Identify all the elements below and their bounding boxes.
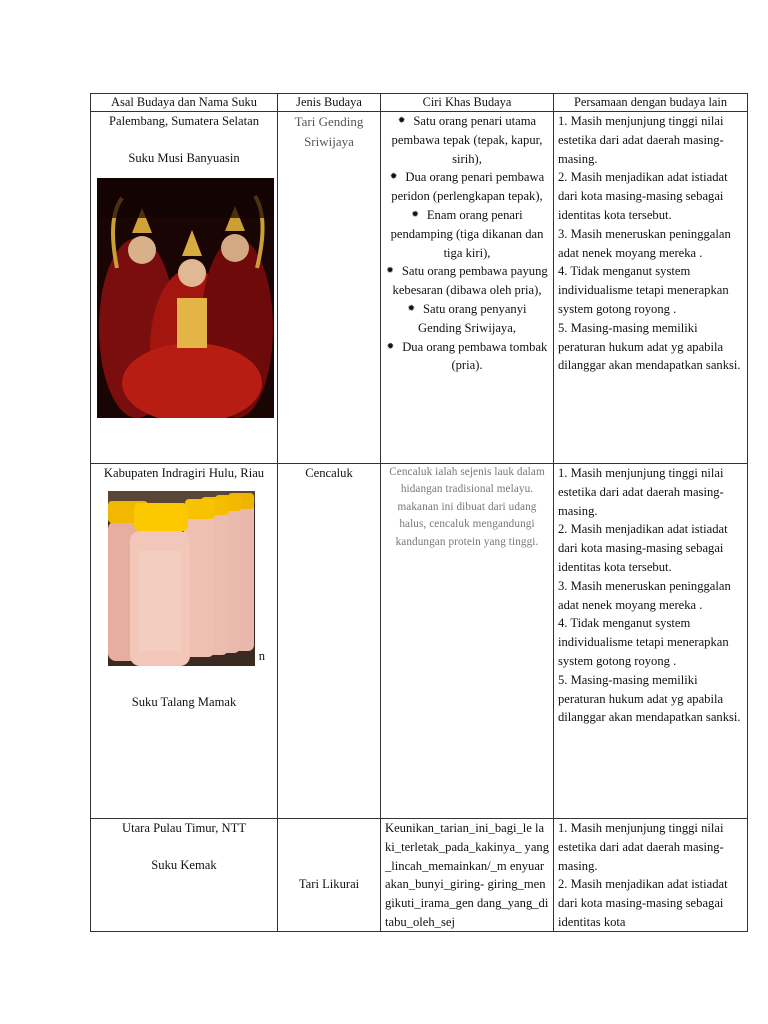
list-item: ✹ Dua orang pembawa tombak (pria). xyxy=(386,339,548,373)
list-item: 2. Masih menjadikan adat istiadat dari kota masing-masing sebagai identitas kota xyxy=(558,877,728,929)
origin-text: Utara Pulau Timur, NTT xyxy=(121,821,247,835)
list-item: ✹ Satu orang pembawa payung kebesaran (dibawa oleh pria), xyxy=(386,264,548,298)
table-row xyxy=(91,112,748,464)
list-item: ✹ Enam orang penari pendamping (tiga dikanan dan tiga kiri), xyxy=(390,207,544,260)
persamaan-cell xyxy=(554,464,748,819)
star-bullet-icon: ✹ xyxy=(386,340,395,351)
jenis-cell: Tari Gending Sriwijaya xyxy=(278,112,381,464)
table-row xyxy=(91,819,748,932)
list-item: 3. Masih meneruskan peninggalan adat nenek moyang mereka . xyxy=(558,578,731,612)
persamaan-cell xyxy=(554,819,748,932)
header-ciri: Ciri Khas Budaya xyxy=(381,94,554,112)
star-bullet-icon: ✹ xyxy=(407,302,415,313)
list-item: ✹ Satu orang penari utama pembawa tepak (tepak, kapur, sirih), xyxy=(391,114,543,166)
list-item: 1. Masih menjunjung tinggi nilai estetika dari adat daerah masing-masing. xyxy=(558,821,724,873)
list-item: 5. Masing-masing memiliki peraturan hukum adat yg apabila dilanggar akan mendapatkan sanksi. xyxy=(558,320,741,373)
jenis-cell xyxy=(278,819,381,932)
list-item: ✹ Dua orang penari pembawa peridon (perlengkapan tepak), xyxy=(389,170,545,204)
star-bullet-icon: ✹ xyxy=(397,115,406,125)
list-item: 4. Tidak menganut system individualisme tetapi menerapkan system gotong royong . xyxy=(558,616,729,668)
table-header-row xyxy=(91,94,748,112)
suku-text: Suku Talang Mamak xyxy=(131,694,237,709)
origin-cell xyxy=(91,819,278,932)
ciri-cell xyxy=(381,112,554,464)
star-bullet-icon: ✹ xyxy=(386,265,394,276)
star-bullet-icon: ✹ xyxy=(411,208,419,219)
origin-cell xyxy=(91,112,278,464)
dancer-photo xyxy=(97,178,274,418)
header-asal: Asal Budaya dan Nama Suku xyxy=(91,94,278,112)
origin-cell xyxy=(91,464,278,819)
list-item: 3. Masih meneruskan peninggalan adat nenek moyang mereka . xyxy=(558,226,731,260)
list-item: 2. Masih menjadikan adat istiadat dari kota masing-masing sebagai identitas kota tersebut. xyxy=(558,522,728,574)
list-item: 4. Tidak menganut system individualisme tetapi menerapkan system gotong royong . xyxy=(558,264,729,316)
culture-table xyxy=(90,93,748,932)
list-item: 5. Masing-masing memiliki peraturan hukum adat yg apabila dilanggar akan mendapatkan sanksi. xyxy=(558,672,741,725)
header-persamaan: Persamaan dengan budaya lain xyxy=(554,94,748,112)
origin-text: Palembang, Sumatera Selatan xyxy=(108,114,260,128)
ciri-cell: Cencaluk ialah sejenis lauk dalam hidangan tradisional melayu. makanan ini dibuat dari udang halus, cencaluk mengandungi kandungan protein yang tinggi. xyxy=(381,464,554,819)
list-item: 2. Masih menjadikan adat istiadat dari kota masing-masing sebagai identitas kota tersebut. xyxy=(558,170,728,222)
header-jenis: Jenis Budaya xyxy=(278,94,381,112)
persamaan-cell xyxy=(554,112,748,464)
cencaluk-jar-photo xyxy=(108,491,255,666)
list-item: ✹ Satu orang penyanyi Gending Sriwijaya, xyxy=(407,301,527,335)
table-row xyxy=(91,464,748,819)
jenis-cell: Cencaluk xyxy=(278,464,381,819)
star-bullet-icon: ✹ xyxy=(389,171,398,182)
stray-text: n xyxy=(258,649,265,663)
list-item: 1. Masih menjunjung tinggi nilai estetika dari adat daerah masing-masing. xyxy=(558,466,724,518)
list-item: 1. Masih menjunjung tinggi nilai estetika dari adat daerah masing-masing. xyxy=(558,114,724,166)
jenis-text: Tari Likurai xyxy=(298,877,360,891)
origin-text: Kabupaten Indragiri Hulu, Riau xyxy=(103,466,265,480)
ciri-text: Keunikan_tarian_ini_bagi_le laki_terletak_pada_kakinya_ yang_lincah_memainkan/_m enyuarakan_bunyi_giring- giring_mengikuti_irama_gen dang_yang_ditabu_oleh_sej xyxy=(385,821,549,929)
suku-text: Suku Musi Banyuasin xyxy=(128,150,240,165)
ciri-cell xyxy=(381,819,554,932)
suku-text: Suku Kemak xyxy=(151,857,217,872)
